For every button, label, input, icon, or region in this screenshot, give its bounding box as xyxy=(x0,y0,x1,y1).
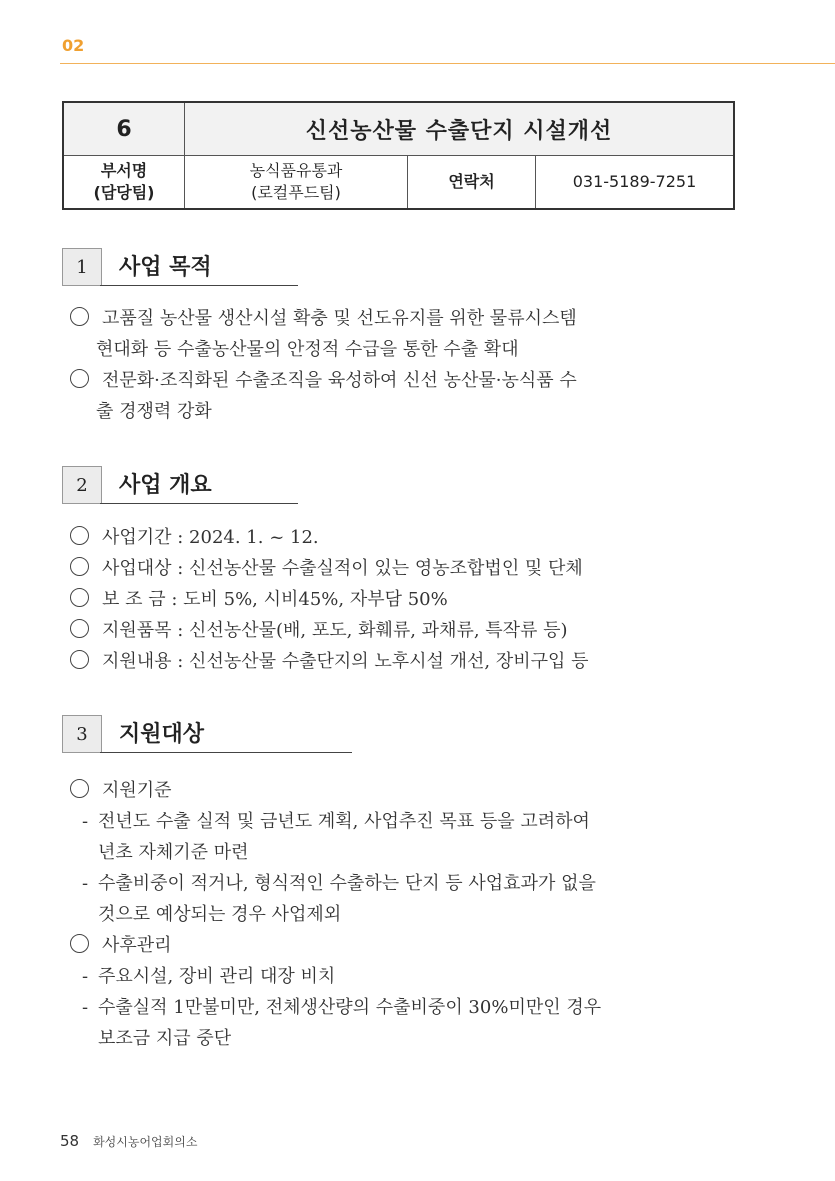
organization-name: 화성시농어업회의소 xyxy=(93,1135,198,1149)
section-3-body xyxy=(70,775,601,1054)
purpose-text-3: 전문화·조직화된 수출조직을 육성하여 신선 농산물·농식품 수 xyxy=(102,370,577,391)
after-item: - 주요시설, 장비 관리 대장 비치 xyxy=(82,966,336,987)
page-number: 58 xyxy=(60,1132,80,1150)
criteria-item: - 수출비중이 적거나, 형식적인 수출하는 단지 등 사업효과가 없을 xyxy=(82,873,596,894)
section-3-title: 지원대상 xyxy=(119,722,205,747)
criteria-item: - 전년도 수출 실적 및 금년도 계획, 사업추진 목표 등을 고려하여 xyxy=(82,811,590,832)
project-title: 신선농산물 수출단지 시설개선 xyxy=(185,102,735,156)
circle-bullet-icon xyxy=(70,557,89,576)
circle-bullet-icon xyxy=(70,588,89,607)
section-2-underline xyxy=(100,503,298,504)
chapter-number: 02 xyxy=(62,36,85,55)
contact-label: 연락처 xyxy=(408,156,536,210)
overview-item xyxy=(70,584,589,615)
after-item-cont: 보조금 지급 중단 xyxy=(98,1028,232,1049)
after-heading xyxy=(70,930,601,961)
after-item: - 수출실적 1만불미만, 전체생산량의 수출비중이 30%미만인 경우 xyxy=(82,997,602,1018)
page-footer xyxy=(60,1132,197,1150)
purpose-line: 출 경쟁력 강화 xyxy=(96,401,212,422)
criteria-item-cont: 년초 자체기준 마련 xyxy=(98,842,249,863)
section-1-underline xyxy=(100,285,298,286)
circle-bullet-icon xyxy=(70,526,89,545)
overview-item xyxy=(70,522,589,553)
project-info-table xyxy=(62,101,735,210)
criteria-heading xyxy=(70,775,601,806)
section-3-heading xyxy=(62,715,352,753)
overview-text: 사업대상 : 신선농산물 수출실적이 있는 영농조합법인 및 단체 xyxy=(102,558,583,579)
criteria-heading-text: 지원기준 xyxy=(102,780,172,801)
circle-bullet-icon xyxy=(70,650,89,669)
circle-bullet-icon xyxy=(70,307,89,326)
section-1-title: 사업 목적 xyxy=(119,255,212,280)
criteria-text: 전년도 수출 실적 및 금년도 계획, 사업추진 목표 등을 고려하여 xyxy=(98,811,590,832)
purpose-line xyxy=(70,303,737,334)
section-1-number: 1 xyxy=(62,248,102,286)
section-1-heading xyxy=(62,248,298,286)
dept-value-line2: (로컬푸드팀) xyxy=(251,183,341,202)
circle-bullet-icon xyxy=(70,369,89,388)
dept-label-line2: (담당팀) xyxy=(93,183,155,202)
overview-item xyxy=(70,615,589,646)
dept-value xyxy=(185,156,408,210)
after-text: 수출실적 1만불미만, 전체생산량의 수출비중이 30%미만인 경우 xyxy=(98,997,602,1018)
contact-value: 031-5189-7251 xyxy=(536,156,735,210)
section-1-body xyxy=(70,303,737,427)
circle-bullet-icon xyxy=(70,619,89,638)
overview-text: 사업기간 : 2024. 1. ~ 12. xyxy=(102,527,319,548)
overview-text: 보 조 금 : 도비 5%, 시비45%, 자부담 50% xyxy=(102,589,448,610)
overview-item xyxy=(70,646,589,677)
section-2-heading xyxy=(62,466,298,504)
dept-label xyxy=(63,156,185,210)
section-2-number: 2 xyxy=(62,466,102,504)
section-3-number: 3 xyxy=(62,715,102,753)
chapter-divider xyxy=(60,63,835,64)
overview-text: 지원내용 : 신선농산물 수출단지의 노후시설 개선, 장비구입 등 xyxy=(102,651,589,672)
circle-bullet-icon xyxy=(70,779,89,798)
section-3-underline xyxy=(100,752,352,753)
after-heading-text: 사후관리 xyxy=(102,935,172,956)
section-2-body xyxy=(70,522,589,677)
dept-label-line1: 부서명 xyxy=(100,161,148,180)
purpose-text-1: 고품질 농산물 생산시설 확충 및 선도유지를 위한 물류시스템 xyxy=(102,308,577,329)
dept-value-line1: 농식품유통과 xyxy=(249,161,343,180)
purpose-line xyxy=(70,365,737,396)
after-text: 주요시설, 장비 관리 대장 비치 xyxy=(98,966,336,987)
circle-bullet-icon xyxy=(70,934,89,953)
criteria-text: 수출비중이 적거나, 형식적인 수출하는 단지 등 사업효과가 없을 xyxy=(98,873,596,894)
criteria-item-cont: 것으로 예상되는 경우 사업제외 xyxy=(98,904,342,925)
overview-item xyxy=(70,553,589,584)
section-2-title: 사업 개요 xyxy=(119,473,212,498)
purpose-line: 현대화 등 수출농산물의 안정적 수급을 통한 수출 확대 xyxy=(96,339,519,360)
overview-text: 지원품목 : 신선농산물(배, 포도, 화훼류, 과채류, 특작류 등) xyxy=(102,620,568,641)
project-number: 6 xyxy=(63,102,185,156)
